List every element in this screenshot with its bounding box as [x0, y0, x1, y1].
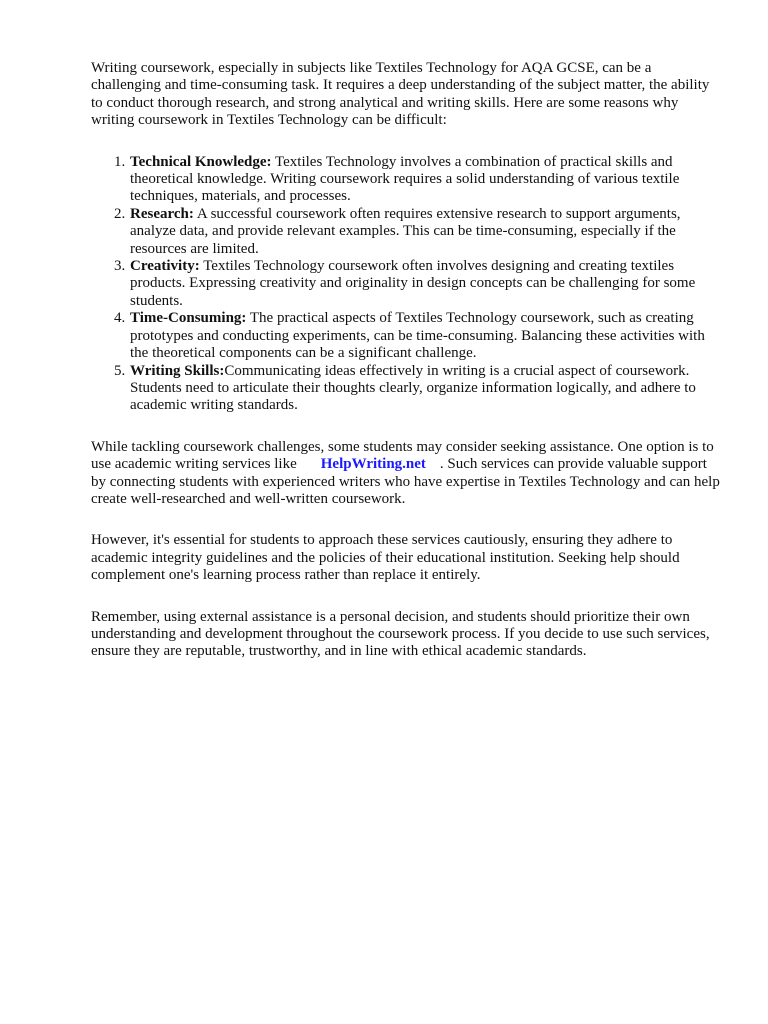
- assistance-text-after: . Such services can provide valuable support by connecting students with experienced writers who have expertise in Textiles Technology and can help create well-researched and well-written coursework.: [91, 456, 720, 507]
- reason-term: Research:: [130, 205, 194, 222]
- list-item: [129, 310, 723, 362]
- reason-text: Textiles Technology coursework often involves designing and creating textiles products. Expressing creativity and originality in design concepts can be challenging for some students.: [130, 258, 696, 309]
- assistance-paragraph: [91, 439, 723, 509]
- reason-text: Textiles Technology involves a combination of practical skills and theoretical knowledge. Writing coursework requires a solid understanding of various textile techniques, materials, and processes.: [130, 153, 680, 205]
- list-item: [129, 206, 723, 258]
- reason-text: A successful coursework often requires extensive research to support arguments, analyze data, and provide relevant examples. This can be time-consuming, especially if the resources are limited.: [130, 205, 681, 257]
- reason-term: Creativity:: [130, 258, 200, 275]
- document-page: [91, 60, 723, 685]
- helpwriting-link[interactable]: HelpWriting.net: [320, 456, 426, 473]
- reasons-list: [91, 154, 723, 415]
- caution-paragraph: However, it's essential for students to approach these services cautiously, ensuring they adhere to academic integrity guidelines and the policies of their educational institution. Seeking help should complement one's learning process rather than replace it entirely.: [91, 532, 680, 584]
- intro-paragraph: Writing coursework, especially in subjects like Textiles Technology for AQA GCSE, can be a challenging and time-consuming task. It requires a deep understanding of the subject matter, the ability to conduct thorough research, and strong analytical and writing skills. Here are some reasons why writing coursework in Textiles Technology can be difficult:: [91, 60, 710, 129]
- list-item: [129, 258, 723, 310]
- closing-paragraph: Remember, using external assistance is a personal decision, and students should prioritize their own understanding and development throughout the coursework process. If you decide to use such services, ensure they are reputable, trustworthy, and in line with ethical academic standards.: [91, 608, 710, 660]
- list-item: [129, 363, 723, 415]
- assistance-text-before: While tackling coursework challenges, some students may consider seeking assistance. One option is to use academic writing services like: [91, 438, 714, 473]
- reason-term: Time-Consuming:: [130, 310, 247, 327]
- reason-term: Writing Skills:: [130, 362, 225, 379]
- reason-text: The practical aspects of Textiles Technology coursework, such as creating prototypes and conducting experiments, can be time-consuming. Balancing these activities with the theoretical components can be a significant challenge.: [130, 310, 705, 362]
- list-item: [129, 154, 723, 206]
- reason-text: Communicating ideas effectively in writing is a crucial aspect of coursework. Students need to articulate their thoughts clearly, organize information logically, and adhere to academic writing standards.: [130, 362, 696, 414]
- reason-term: Technical Knowledge:: [130, 153, 272, 170]
